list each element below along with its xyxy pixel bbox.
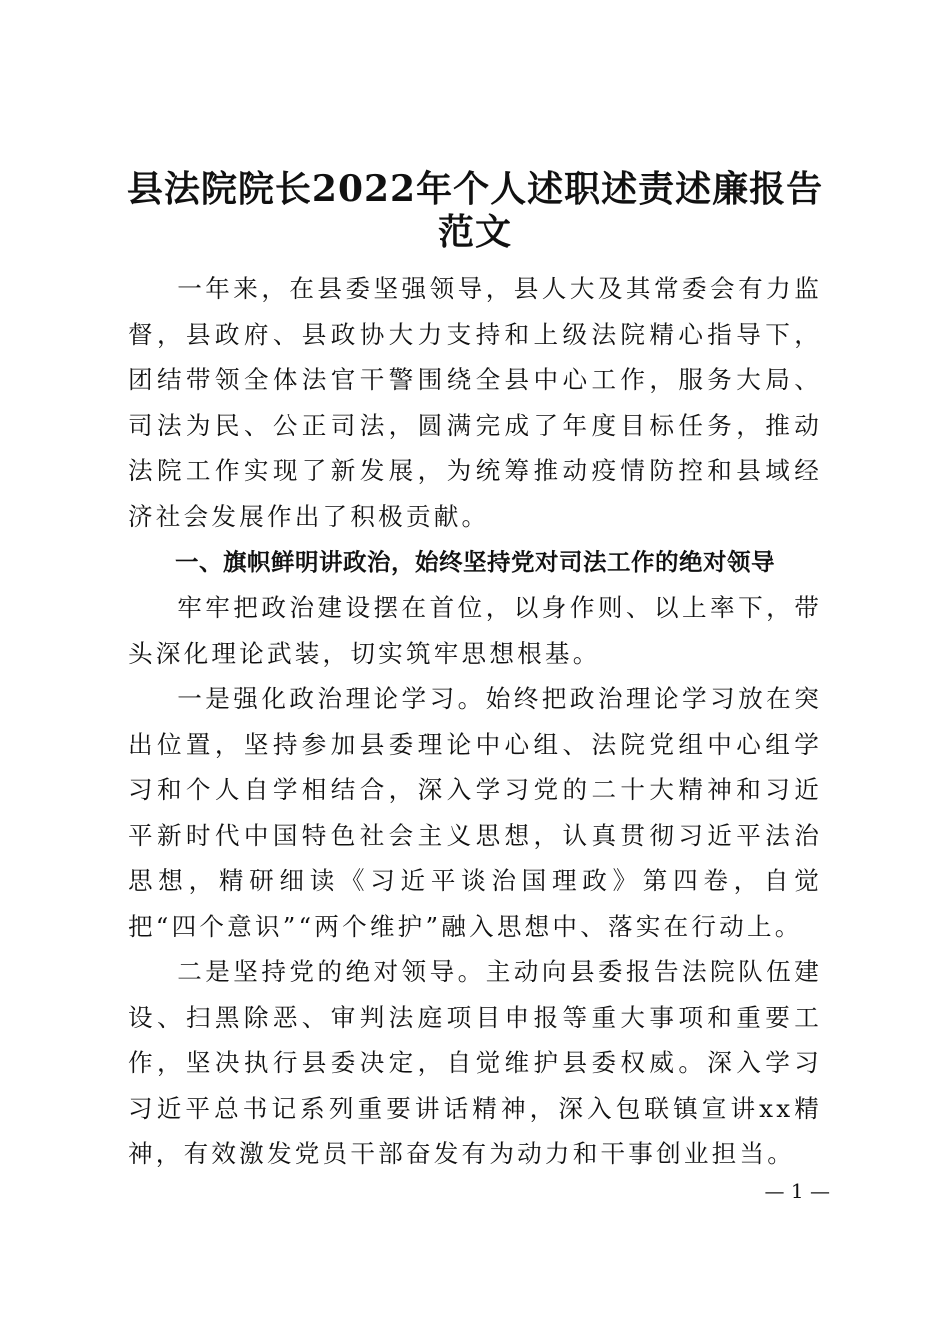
section-heading: 一、旗帜鲜明讲政治，始终坚持党对司法工作的绝对领导 [175, 548, 775, 576]
section-lead-paragraph: 牢牢把政治建设摆在首位，以身作则、以上率下，带头深化理论武装，切实筑牢思想根基。 [128, 593, 822, 668]
document-title: 县法院院长2022年个人述职述责述廉报告范文 [126, 168, 824, 253]
body-paragraph: 二是坚持党的绝对领导。主动向县委报告法院队伍建设、扫黑除恶、审判法庭项目申报等重大事项和重要工作，坚决执行县委决定，自觉维护县委权威。深入学习习近平总书记系列重要讲话精神，深入包联镇宣讲xx精神，有效激发党员干部奋发有为动力和干事创业担当。 [128, 957, 822, 1168]
body-paragraph: 一是强化政治理论学习。始终把政治理论学习放在突出位置，坚持参加县委理论中心组、法院党组中心组学习和个人自学相结合，深入学习党的二十大精神和习近平新时代中国特色社会主义思想，认真贯彻习近平法治思想，精研细读《习近平谈治国理政》第四卷，自觉把“四个意识”“两个维护”融入思想中、落实在行动上。 [128, 684, 822, 941]
document-body [128, 266, 822, 1177]
intro-paragraph: 一年来，在县委坚强领导，县人大及其常委会有力监督，县政府、县政协大力支持和上级法院精心指导下，团结带领全体法官干警围绕全县中心工作，服务大局、司法为民、公正司法，圆满完成了年度目标任务，推动法院工作实现了新发展，为统筹推动疫情防控和县域经济社会发展作出了积极贡献。 [128, 274, 822, 531]
page-number: — 1 — [764, 1179, 830, 1203]
